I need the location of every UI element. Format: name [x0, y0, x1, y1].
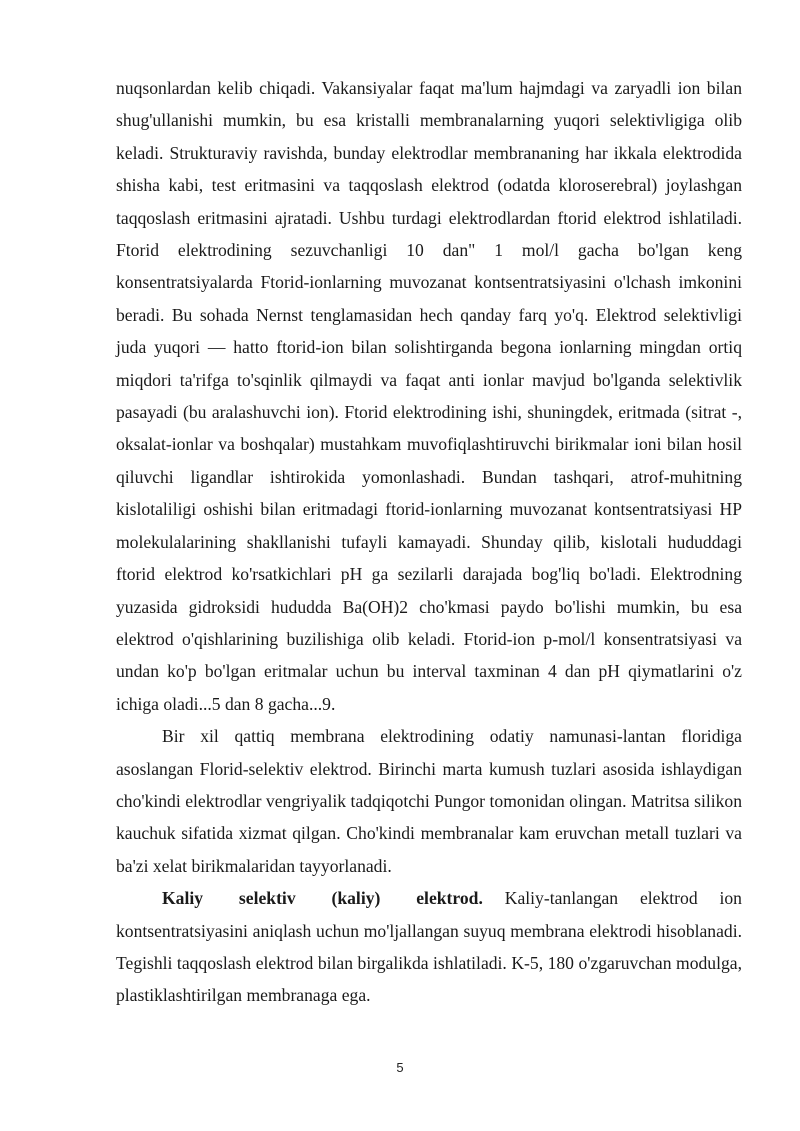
- paragraph-1: [116, 72, 742, 720]
- paragraph-1-text: nuqsonlardan kelib chiqadi. Vakansiyalar faqat ma'lum hajmdagi va zaryadli ion bilan shug'ullanishi mumkin, bu esa kristalli membranalarning yuqori selektivligiga olib keladi. Strukturaviy ravishda, bunday elektrodlar membrananing har ikkala elektrodida shisha kabi, test eritmasini va taqqoslash elektrod (odatda kloroserebral) joylashgan taqqoslash eritmasini ajratadi. Ushbu turdagi elektrodlardan ftorid elektrod ishlatiladi. Ftorid elektrodining sezuvchanligi 10 dan" 1 mol/l gacha bo'lgan keng konsentratsiyalarda Ftorid-ionlarning muvozanat kontsentratsiyasini o'lchash imkonini beradi. Bu sohada Nernst tenglamasidan hech qanday farq yo'q. Elektrod selektivligi juda yuqori — hatto ftorid-ion bilan solishtirganda begona ionlarning mingdan ortiq miqdori ta'rifga to'sqinlik qilmaydi va faqat anti ionlar mavjud bo'lganda selektivlik pasayadi (bu aralashuvchi ion). Ftorid elektrodining ishi, shuningdek, eritmada (sitrat -, oksalat-ionlar va boshqalar) mustahkam muvofiqlashtiruvchi birikmalar ioni bilan hosil qiluvchi ligandlar ishtirokida yomonlashadi. Bundan tashqari, atrof-muhitning kislotaliligi oshishi bilan eritmadagi ftorid-ionlarning muvozanat kontsentratsiyasi HP molekulalarining shakllanishi tufayli kamayadi. Shunday qilib, kislotali hududdagi ftorid elektrod ko'rsatkichlari pH ga sezilarli darajada bog'liq bo'ladi. Elektrodning yuzasida gidroksidi hududda Ba(OH)2 cho'kmasi paydo bo'lishi mumkin, bu esa elektrod o'qishlarining buzilishiga olib keladi. Ftorid-ion p-mol/l konsentratsiyasi va undan ko'p bo'lgan eritmalar uchun bu interval taxminan 4 dan pH qiymatlarini o'z ichiga oladi...5 dan 8 gacha...9.: [116, 78, 742, 714]
- paragraph-2: [116, 720, 742, 882]
- document-page: [116, 72, 742, 1012]
- paragraph-3-heading: Kaliy selektiv (kaliy) elektrod.: [162, 888, 483, 909]
- paragraph-2-text: Bir xil qattiq membrana elektrodining odatiy namunasi-lantan floridiga asoslangan Florid-selektiv elektrod. Birinchi marta kumush tuzlari asosida ishlaydigan cho'kindi elektrodlar vengriyalik tadqiqotchi Pungor tomonidan olingan. Matritsa silikon kauchuk sifatida xizmat qilgan. Cho'kindi membranalar kam eruvchan metall tuzlari va ba'zi xelat birikmalaridan tayyorlanadi.: [116, 726, 742, 876]
- page-number: 5: [396, 1060, 404, 1075]
- paragraph-3: [116, 882, 742, 1012]
- paragraph-3-text: Kaliy-tanlangan elektrod ion kontsentratsiyasini aniqlash uchun mo'ljallangan suyuq membrana elektrodi hisoblanadi. Tegishli taqqoslash elektrod bilan birgalikda ishlatiladi. K-5, 180 o'zgaruvchan modulga, plastiklashtirilgan membranaga ega.: [116, 888, 742, 1006]
